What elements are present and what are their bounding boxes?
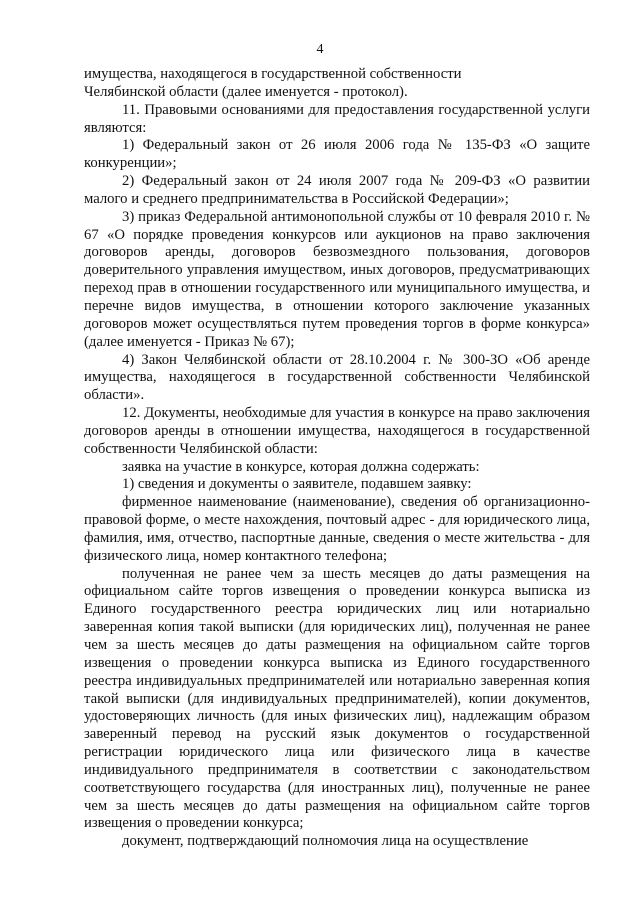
paragraph-12-required-documents: 12. Документы, необходимые для участия в конкурсе на право заключения договоров аренды в отношении имущества, находящегося в государственной собственности Челябинской области: [84,405,590,457]
legal-ground-3: 3) приказ Федеральной антимонопольной службы от 10 февраля 2010 г. № 67 «О порядке проведения конкурсов или аукционов на право заключения договоров аренды, договоров безвозмездного пользования, договоров доверительного управления имуществом, иных договоров, предусматривающих переход прав в отношении государственного или муниципального имущества, и перечне видов имущества, в отношении которого заключение указанных договоров может осуществляться путем проведения торгов в форме конкурса» (далее именуется - Приказ № 67); [84,208,590,350]
applicant-info-item-1: 1) сведения и документы о заявителе, подавшем заявку: [122,476,472,493]
authority-document-continuation: документ, подтверждающий полномочия лица на осуществление [122,833,529,850]
legal-ground-2: 2) Федеральный закон от 24 июля 2007 года № 209-ФЗ «О развитии малого и среднего предпринимательства в Российской Федерации»; [84,173,590,207]
paragraph-protocol-definition: Челябинской области (далее именуется - протокол). [84,83,408,100]
applicant-identity-details: фирменное наименование (наименование), сведения об организационно-правовой форме, о месте нахождения, почтовый адрес - для юридического лица, фамилия, имя, отчество, паспортные данные, сведения о месте жительства - для физического лица, номер контактного телефона; [84,494,590,564]
paragraph-11-legal-grounds: 11. Правовыми основаниями для предоставления государственной услуги являются: [84,101,590,136]
document-body [84,66,590,851]
page-number: 4 [316,42,324,57]
registry-extract-requirements: полученная не ранее чем за шесть месяцев до даты размещения на официальном сайте торгов извещения о проведении конкурса выписка из Единого государственного реестра юридических лиц или нотариально заверенная копия такой выписки (для юридических лиц), полученная не ранее чем за шесть месяцев до даты размещения на официальном сайте торгов извещения о проведении конкурса выписка из Единого государственного реестра индивидуальных предпринимателей или нотариально заверенная копия такой выписки (для индивидуальных предпринимателей), копии документов, удостоверяющих личность (для иных физических лиц), надлежащим образом заверенный перевод на русский язык документов о государственной регистрации юридического лица или физического лица в качестве индивидуального предпринимателя в соответствии с законодательством соответствующего государства (для иностранных лиц), полученные не ранее чем за шесть месяцев до даты размещения на официальном сайте торгов извещения о проведении конкурса; [84,565,590,832]
legal-ground-4: 4) Закон Челябинской области от 28.10.2004 г. № 300-ЗО «Об аренде имущества, находящегося в государственной собственности Челябинской области». [84,351,590,404]
application-contents-intro: заявка на участие в конкурсе, которая должна содержать: [122,458,480,475]
paragraph-property-continuation: имущества, находящегося в государственной собственности [84,66,462,82]
legal-ground-1: 1) Федеральный закон от 26 июля 2006 года № 135-ФЗ «О защите конкуренции»; [84,137,590,172]
